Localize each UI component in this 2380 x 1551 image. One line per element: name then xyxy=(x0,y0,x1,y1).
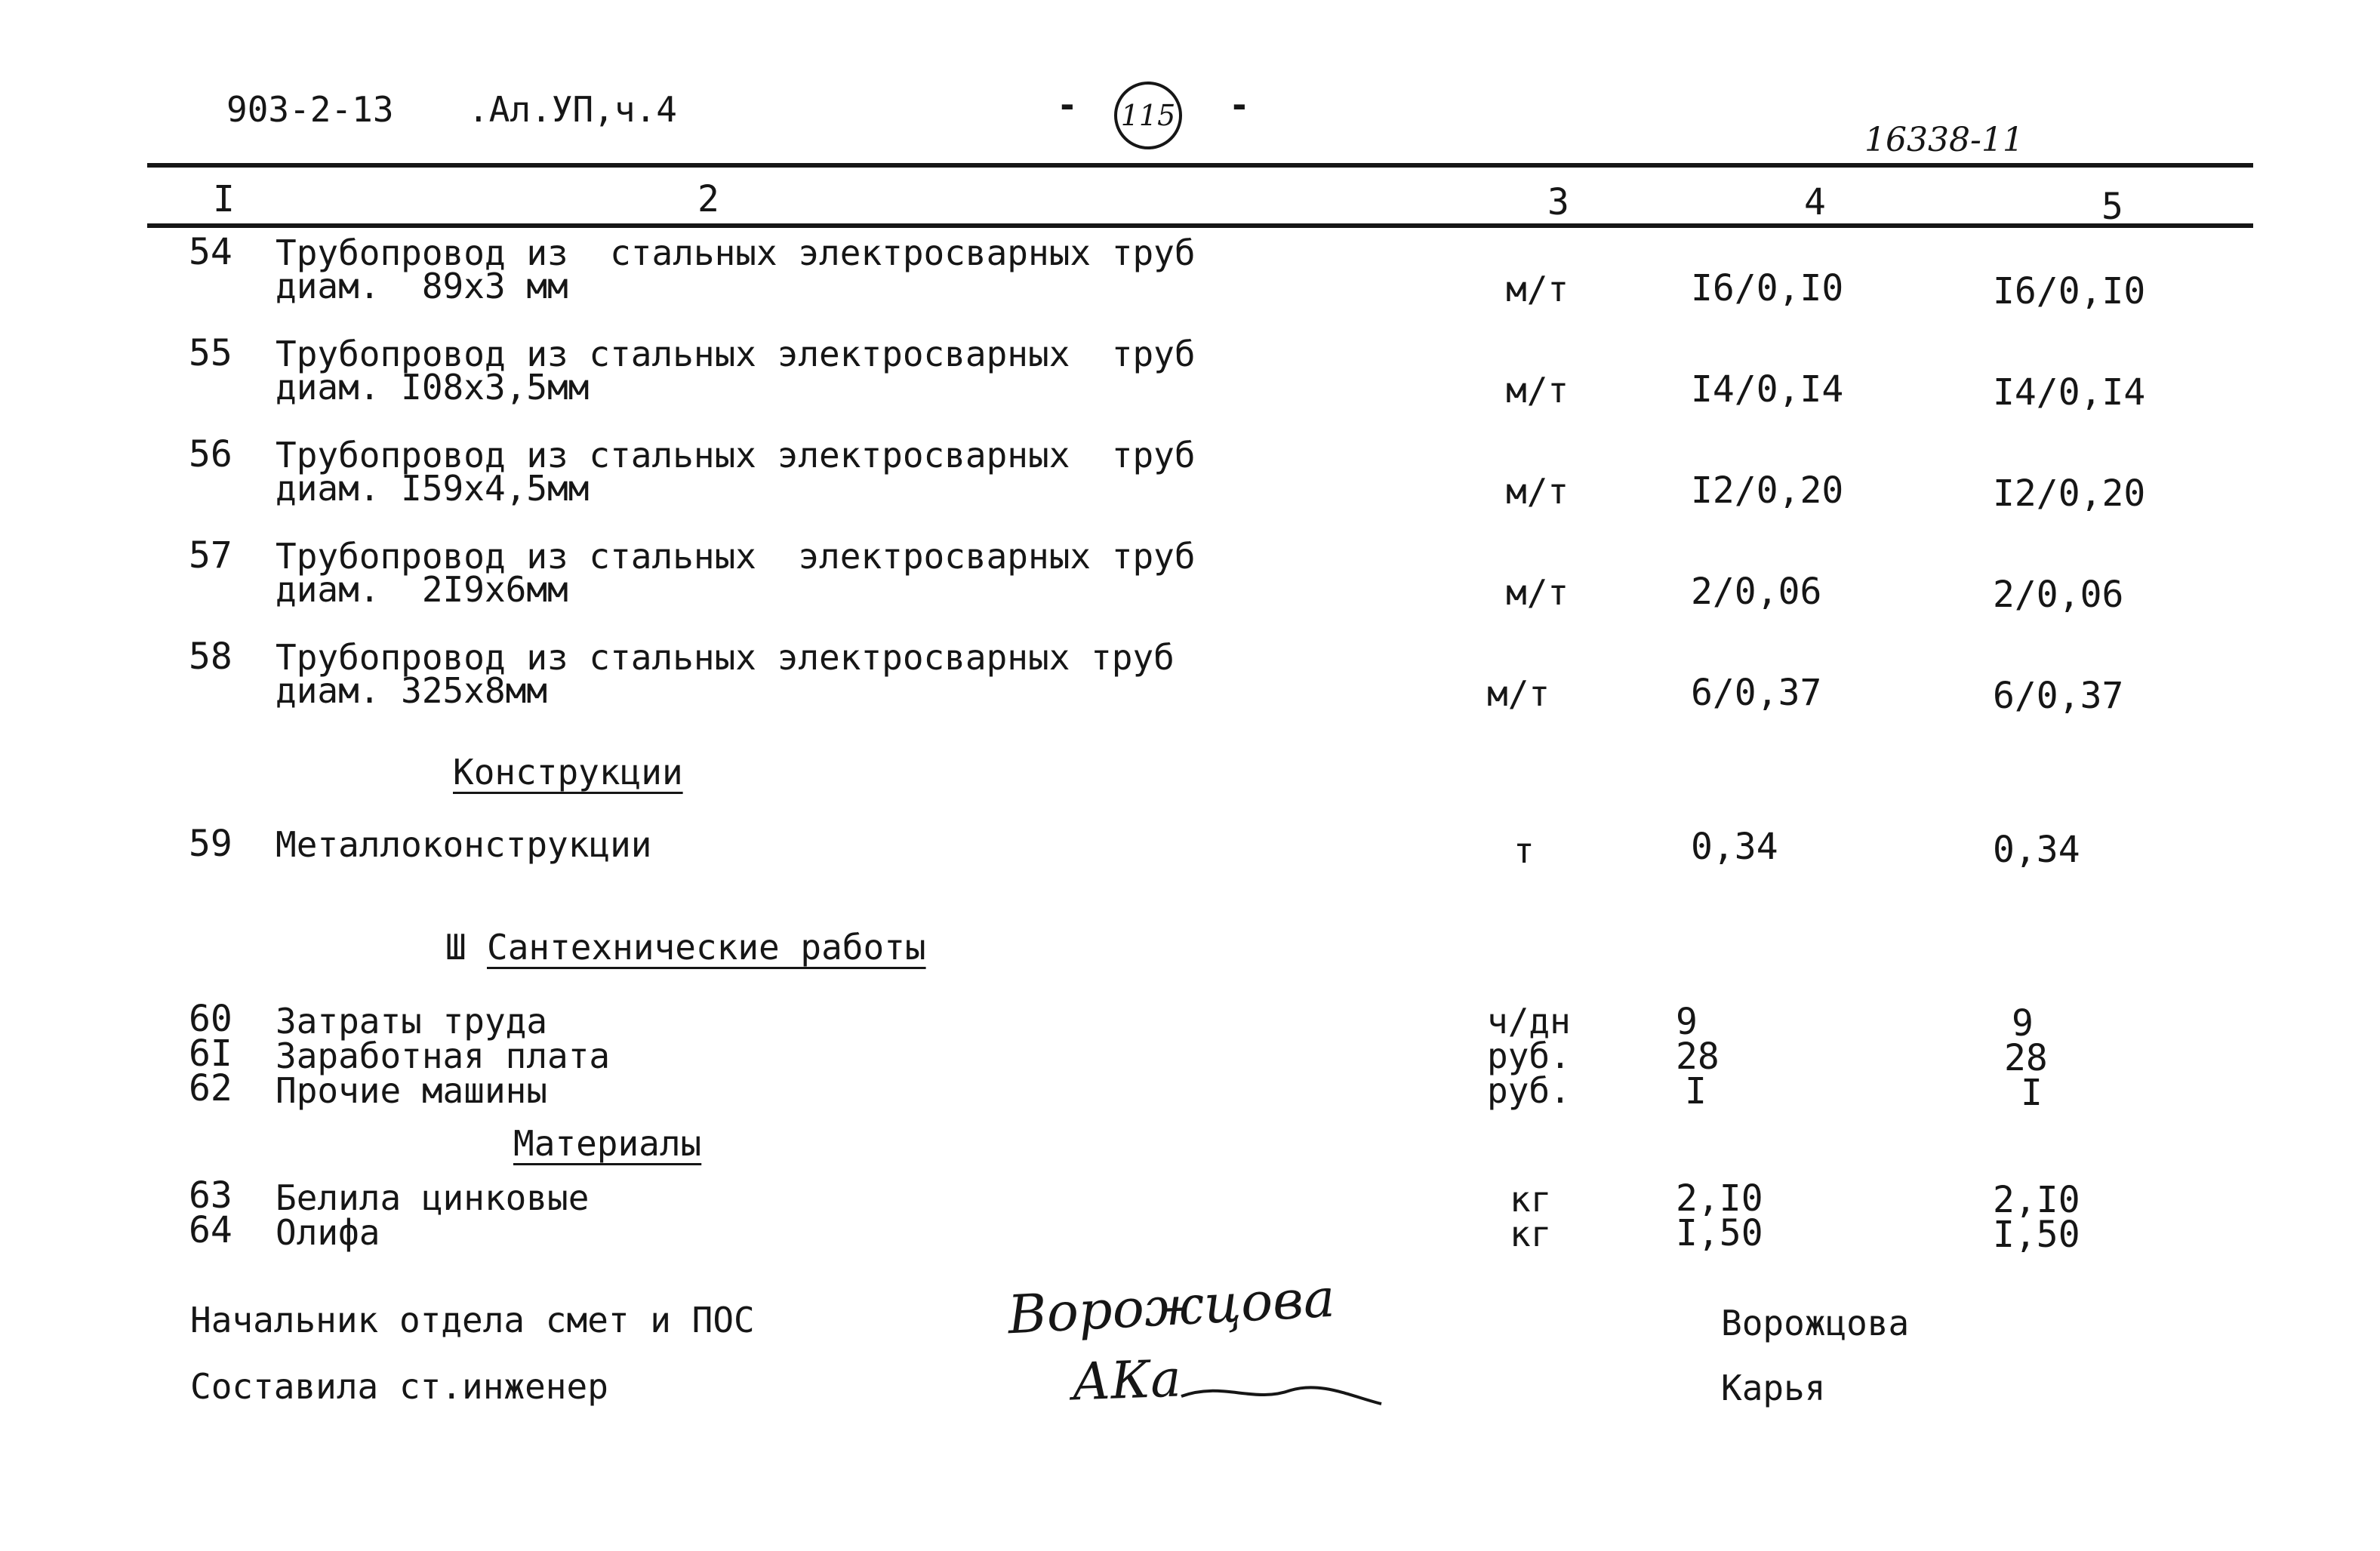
row-number: 55 xyxy=(189,332,232,374)
row-description: Трубопровод из стальных электросварных труб xyxy=(276,536,1196,577)
compiler-signature: АКа xyxy=(1070,1349,1183,1413)
row-value-col4: 0,34 xyxy=(1691,826,1778,868)
row-value-col4: I xyxy=(1685,1070,1707,1112)
row-value-col4: I4/0,I4 xyxy=(1691,368,1844,411)
row-description: Трубопровод из стальных электросварных труб xyxy=(276,232,1196,273)
row-number: 56 xyxy=(189,433,232,475)
row-description: Заработная плата xyxy=(276,1036,611,1076)
row-value-col5: I,50 xyxy=(1993,1214,2080,1256)
row-description-cont: диам. 89х3 мм xyxy=(276,266,568,306)
row-value-col5: 2,I0 xyxy=(1993,1179,2080,1221)
row-value-col5: I6/0,I0 xyxy=(1993,270,2146,312)
row-number: 58 xyxy=(189,635,232,678)
row-value-col5: 9 xyxy=(2012,1002,2034,1045)
row-description: Трубопровод из стальных электросварных труб xyxy=(276,637,1175,678)
row-unit: руб. xyxy=(1487,1036,1571,1076)
head-signature: Ворожцова xyxy=(1006,1266,1337,1346)
page-dash-right: - xyxy=(1229,85,1250,125)
section-title-sanitary: Сантехнические работы xyxy=(487,927,926,968)
column-header-5: 5 xyxy=(2101,186,2123,228)
row-value-col4: I,50 xyxy=(1676,1212,1763,1254)
row-value-col4: 6/0,37 xyxy=(1691,672,1822,714)
album-reference: .Ал.УП,ч.4 xyxy=(468,89,677,130)
column-header-1: I xyxy=(213,178,235,220)
header-bottom-rule xyxy=(147,223,2253,228)
row-value-col5: 28 xyxy=(2004,1037,2048,1079)
section-roman-numeral: Ш xyxy=(445,927,466,968)
column-header-4: 4 xyxy=(1804,181,1826,223)
row-description: Белила цинковые xyxy=(276,1177,590,1218)
row-value-col4: I6/0,I0 xyxy=(1691,267,1844,309)
compiler-title: Составила ст.инженер xyxy=(190,1366,608,1407)
page-number-circle xyxy=(1114,82,1182,149)
row-number: 62 xyxy=(189,1067,232,1109)
row-unit: м/т xyxy=(1506,269,1569,309)
row-value-col5: 6/0,37 xyxy=(1993,675,2124,717)
row-value-col5: I4/0,I4 xyxy=(1993,371,2146,414)
row-unit: м/т xyxy=(1506,370,1569,411)
head-of-department-title: Начальник отдела смет и ПОС xyxy=(190,1300,755,1340)
row-description-cont: диам. I59х4,5мм xyxy=(276,468,590,509)
header-top-rule xyxy=(147,163,2253,168)
row-unit: кг xyxy=(1510,1214,1552,1254)
row-description: Прочие машины xyxy=(276,1070,548,1111)
row-value-col4: I2/0,20 xyxy=(1691,469,1844,512)
row-description: Олифа xyxy=(276,1212,380,1253)
row-description: Трубопровод из стальных электросварных труб xyxy=(276,435,1196,475)
row-number: 54 xyxy=(189,231,232,273)
section-title-constructions: Конструкции xyxy=(453,752,683,792)
row-description: Трубопровод из стальных электросварных труб xyxy=(276,334,1196,374)
page-dash-left: - xyxy=(1057,85,1078,125)
column-header-3: 3 xyxy=(1547,181,1569,223)
row-number: 64 xyxy=(189,1209,232,1251)
row-number: 57 xyxy=(189,534,232,577)
compiler-signature-tail xyxy=(1178,1374,1389,1419)
compiler-name: Карья xyxy=(1721,1368,1826,1408)
column-header-2: 2 xyxy=(697,178,719,220)
row-unit: руб. xyxy=(1487,1070,1571,1111)
inventory-number: 16338-11 xyxy=(1864,121,2024,159)
document-code: 903-2-13 xyxy=(226,89,394,130)
section-title-materials: Материалы xyxy=(513,1123,702,1164)
row-unit: т xyxy=(1513,830,1535,871)
row-description-cont: диам. 325х8мм xyxy=(276,670,548,711)
row-value-col4: 2/0,06 xyxy=(1691,571,1822,613)
row-value-col4: 28 xyxy=(1676,1036,1720,1078)
row-unit: м/т xyxy=(1506,572,1569,613)
head-of-department-name: Ворожцова xyxy=(1721,1303,1910,1343)
row-number: 63 xyxy=(189,1174,232,1217)
row-value-col5: I2/0,20 xyxy=(1993,472,2146,515)
row-unit: ч/дн xyxy=(1487,1001,1571,1042)
row-description: Металлоконструкции xyxy=(276,824,652,865)
row-unit: м/т xyxy=(1506,471,1569,512)
row-description-cont: диам. I08х3,5мм xyxy=(276,367,590,408)
row-unit: кг xyxy=(1510,1179,1552,1220)
page-number: 115 xyxy=(1120,99,1176,132)
row-value-col5: I xyxy=(2021,1072,2043,1114)
row-value-col4: 2,I0 xyxy=(1676,1177,1763,1220)
row-description-cont: диам. 2I9х6мм xyxy=(276,569,568,610)
row-value-col5: 2/0,06 xyxy=(1993,574,2124,616)
row-number: 6I xyxy=(189,1032,232,1075)
row-number: 60 xyxy=(189,998,232,1040)
row-number: 59 xyxy=(189,823,232,865)
row-description: Затраты труда xyxy=(276,1001,548,1042)
row-unit: м/т xyxy=(1487,673,1550,714)
row-value-col5: 0,34 xyxy=(1993,829,2080,871)
row-value-col4: 9 xyxy=(1676,1001,1698,1043)
